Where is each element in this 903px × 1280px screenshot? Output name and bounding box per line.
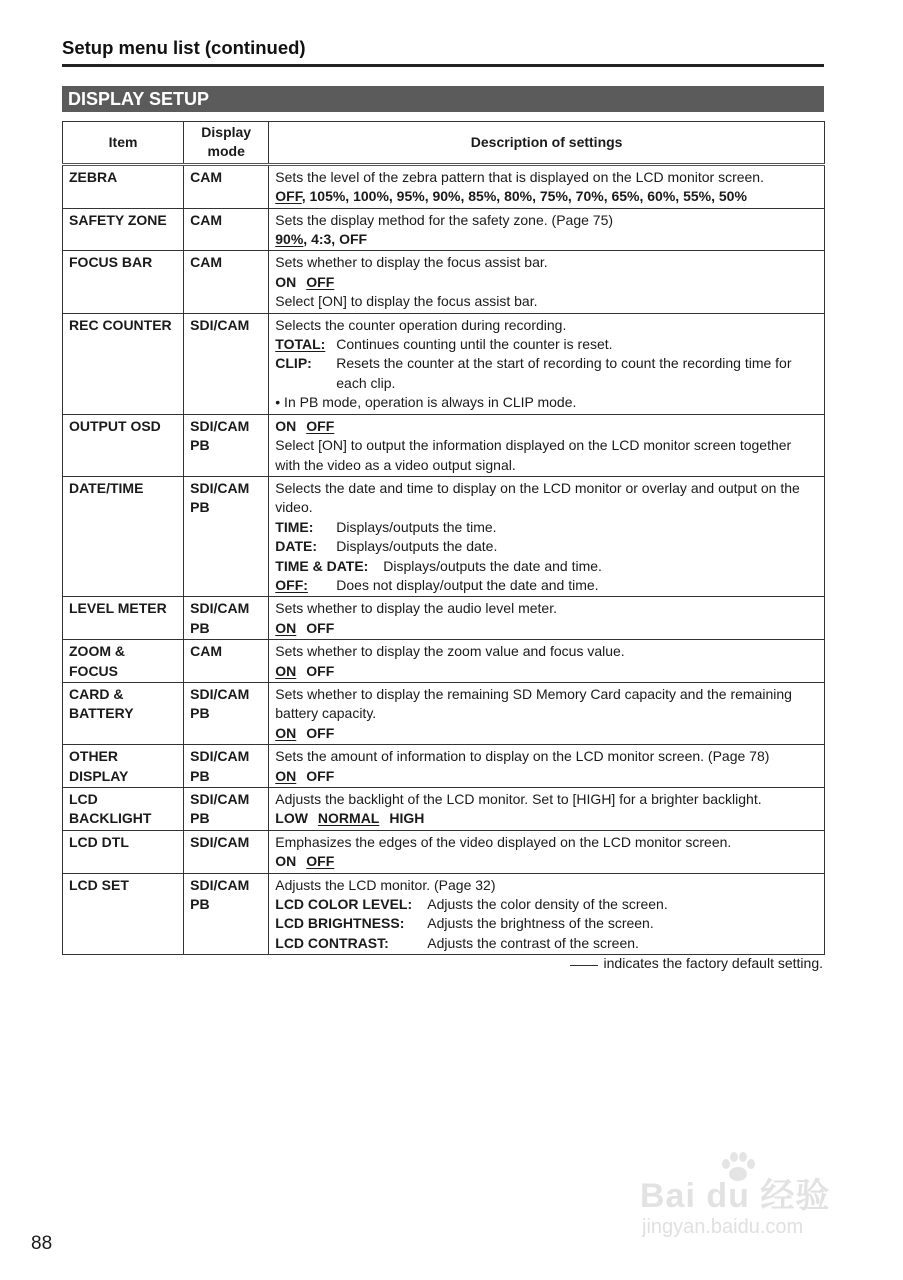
underline-sample <box>570 965 598 966</box>
setting-off <box>275 576 818 595</box>
options-line <box>275 809 818 828</box>
item-line: ZOOM & <box>69 643 125 660</box>
setting-color-level <box>275 895 818 914</box>
table-row <box>63 313 825 414</box>
row-description <box>269 251 825 313</box>
row-description <box>269 164 825 208</box>
description-text: Selects the counter operation during recording. <box>275 316 567 333</box>
description-text: Emphasizes the edges of the video displayed on the LCD monitor screen. <box>275 833 732 850</box>
mode-line: SDI/CAM <box>190 479 250 496</box>
footnote-text: indicates the factory default setting. <box>603 955 823 971</box>
setting-text: Adjusts the contrast of the screen. <box>427 934 639 951</box>
row-mode: CAM <box>184 640 269 683</box>
note-text: Select [ON] to output the information displayed on the LCD monitor screen together with the video as a video output signal. <box>275 437 792 473</box>
row-mode: SDI/CAM <box>184 313 269 414</box>
setting-text: Adjusts the brightness of the screen. <box>427 915 654 932</box>
setting-text: Displays/outputs the date. <box>336 538 498 555</box>
row-item <box>63 682 184 744</box>
row-description <box>269 640 825 683</box>
row-mode <box>184 476 269 596</box>
default-option: ON <box>275 619 297 636</box>
row-description <box>269 682 825 744</box>
item-line: BATTERY <box>69 705 134 722</box>
option: OFF <box>306 619 335 636</box>
table-row <box>63 682 825 744</box>
header-mode-line1: Display <box>201 124 252 140</box>
setting-clip <box>275 354 818 393</box>
table-row <box>63 414 825 476</box>
row-item: LCD DTL <box>63 830 184 873</box>
row-description <box>269 208 825 251</box>
setting-text: Does not display/output the date and time. <box>336 576 599 593</box>
table-row <box>63 208 825 251</box>
default-option: ON <box>275 662 297 679</box>
setting-text: Adjusts the color density of the screen. <box>427 896 668 913</box>
row-item: FOCUS BAR <box>63 251 184 313</box>
setting-time <box>275 518 818 537</box>
setting-contrast <box>275 934 818 953</box>
description-text: Sets the level of the zebra pattern that is displayed on the LCD monitor screen. <box>275 168 764 185</box>
row-item <box>63 640 184 683</box>
row-mode <box>184 788 269 831</box>
mode-line: PB <box>190 767 210 784</box>
default-option: 90% <box>275 231 304 248</box>
mode-line: SDI/CAM <box>190 876 250 893</box>
mode-line: SDI/CAM <box>190 600 250 617</box>
default-option: NORMAL <box>317 810 380 827</box>
table-row <box>63 476 825 596</box>
row-description <box>269 476 825 596</box>
row-mode <box>184 873 269 955</box>
options-line <box>275 273 818 292</box>
setting-time-and-date <box>275 557 818 576</box>
mode-line: PB <box>190 619 210 636</box>
table-row <box>63 788 825 831</box>
row-description <box>269 788 825 831</box>
other-options: , 105%, 100%, 95%, 90%, 85%, 80%, 75%, 70%, 65%, 60%, 55%, 50% <box>301 188 747 205</box>
default-option: OFF <box>275 188 302 205</box>
header-item: Item <box>63 122 184 165</box>
row-mode <box>184 414 269 476</box>
header-description: Description of settings <box>269 122 825 165</box>
default-option: OFF <box>306 417 335 434</box>
watermark-url: jingyan.baidu.com <box>642 1216 804 1238</box>
table-row <box>63 745 825 788</box>
page-title: Setup menu list (continued) <box>62 37 306 58</box>
option: ON <box>275 273 297 290</box>
row-item: REC COUNTER <box>63 313 184 414</box>
options-line <box>275 417 818 436</box>
options-line <box>275 230 818 249</box>
title-divider <box>62 64 824 67</box>
baidu-watermark <box>640 1150 850 1245</box>
row-mode: CAM <box>184 164 269 208</box>
description-text: Adjusts the LCD monitor. (Page 32) <box>275 876 496 893</box>
option: OFF <box>306 724 335 741</box>
option: OFF <box>306 767 335 784</box>
description-text: Sets the amount of information to display on the LCD monitor screen. (Page 78) <box>275 748 770 765</box>
table-row <box>63 830 825 873</box>
option: ON <box>275 417 297 434</box>
header-display-mode <box>184 122 269 165</box>
default-option: ON <box>275 767 297 784</box>
mode-line: PB <box>190 810 210 827</box>
setting-label: OFF: <box>275 576 308 593</box>
default-option: ON <box>275 724 297 741</box>
setting-label: LCD COLOR LEVEL: <box>275 896 413 913</box>
mode-line: PB <box>190 437 210 454</box>
section-header: DISPLAY SETUP <box>62 86 824 112</box>
other-options: , 4:3, OFF <box>303 231 368 248</box>
options-line <box>275 619 818 638</box>
mode-line: SDI/CAM <box>190 417 250 434</box>
item-line: FOCUS <box>69 662 118 679</box>
option: LOW <box>275 810 308 827</box>
table-row <box>63 251 825 313</box>
item-line: DISPLAY <box>69 767 129 784</box>
page-number: 88 <box>31 1233 53 1254</box>
setting-total <box>275 335 818 354</box>
default-setting-footnote <box>570 955 823 971</box>
bullet-note: • In PB mode, operation is always in CLIP mode. <box>275 394 577 411</box>
row-item: SAFETY ZONE <box>63 208 184 251</box>
row-item: LCD SET <box>63 873 184 955</box>
description-text: Sets whether to display the focus assist bar. <box>275 254 548 271</box>
setting-date <box>275 537 818 556</box>
row-item <box>63 745 184 788</box>
setting-label: DATE: <box>275 538 317 555</box>
mode-line: PB <box>190 896 210 913</box>
mode-line: PB <box>190 705 210 722</box>
item-line: BACKLIGHT <box>69 810 152 827</box>
row-mode <box>184 682 269 744</box>
mode-line: PB <box>190 499 210 516</box>
item-line: CARD & <box>69 685 124 702</box>
row-description <box>269 597 825 640</box>
default-option: OFF <box>306 273 335 290</box>
row-description <box>269 873 825 955</box>
row-item: ZEBRA <box>63 164 184 208</box>
options-line <box>275 724 818 743</box>
description-text: Sets whether to display the remaining SD Memory Card capacity and the remaining battery capacity. <box>275 685 792 722</box>
row-description <box>269 745 825 788</box>
setting-label: CLIP: <box>275 355 312 372</box>
row-item: OUTPUT OSD <box>63 414 184 476</box>
setting-label: TOTAL: <box>275 336 326 353</box>
row-item <box>63 788 184 831</box>
table-row <box>63 597 825 640</box>
setting-label: TIME: <box>275 518 314 535</box>
table-row <box>63 640 825 683</box>
description-text: Sets the display method for the safety zone. (Page 75) <box>275 211 614 228</box>
mode-line: SDI/CAM <box>190 748 250 765</box>
table-row <box>63 164 825 208</box>
setting-label: LCD BRIGHTNESS: <box>275 915 405 932</box>
description-text: Adjusts the backlight of the LCD monitor. Set to [HIGH] for a brighter backlight. <box>275 791 762 807</box>
setting-text: Displays/outputs the time. <box>336 518 497 535</box>
table-header-row <box>63 122 825 165</box>
description-text: Sets whether to display the zoom value and focus value. <box>275 643 625 660</box>
description-text: Sets whether to display the audio level meter. <box>275 600 557 617</box>
options-line <box>275 662 818 681</box>
row-description <box>269 313 825 414</box>
row-mode: SDI/CAM <box>184 830 269 873</box>
row-mode: CAM <box>184 208 269 251</box>
row-mode: CAM <box>184 251 269 313</box>
setting-text: Resets the counter at the start of recording to count the recording time for each clip. <box>336 355 792 391</box>
item-line: OTHER <box>69 748 118 765</box>
watermark-logo: Bai du 经验 <box>640 1177 831 1215</box>
setting-label: LCD CONTRAST: <box>275 934 389 951</box>
row-mode <box>184 745 269 788</box>
option: HIGH <box>389 810 425 827</box>
options-line <box>275 767 818 786</box>
row-item: LEVEL METER <box>63 597 184 640</box>
setting-text: Continues counting until the counter is reset. <box>336 336 613 353</box>
setting-label: TIME & DATE: <box>275 557 369 574</box>
option: OFF <box>306 662 335 679</box>
option: ON <box>275 853 297 870</box>
item-line: LCD <box>69 791 98 807</box>
header-mode-line2: mode <box>207 143 245 160</box>
row-item: DATE/TIME <box>63 476 184 596</box>
display-setup-table <box>62 121 825 955</box>
row-description <box>269 830 825 873</box>
description-text: Selects the date and time to display on the LCD monitor or overlay and output on the video. <box>275 479 800 516</box>
options-line <box>275 187 818 206</box>
default-option: OFF <box>306 853 335 870</box>
table-row <box>63 873 825 955</box>
note-text: Select [ON] to display the focus assist bar. <box>275 293 538 310</box>
row-mode <box>184 597 269 640</box>
options-line <box>275 852 818 871</box>
setting-brightness <box>275 914 818 933</box>
mode-line: SDI/CAM <box>190 791 250 807</box>
mode-line: SDI/CAM <box>190 685 250 702</box>
row-description <box>269 414 825 476</box>
setting-text: Displays/outputs the date and time. <box>383 557 602 574</box>
